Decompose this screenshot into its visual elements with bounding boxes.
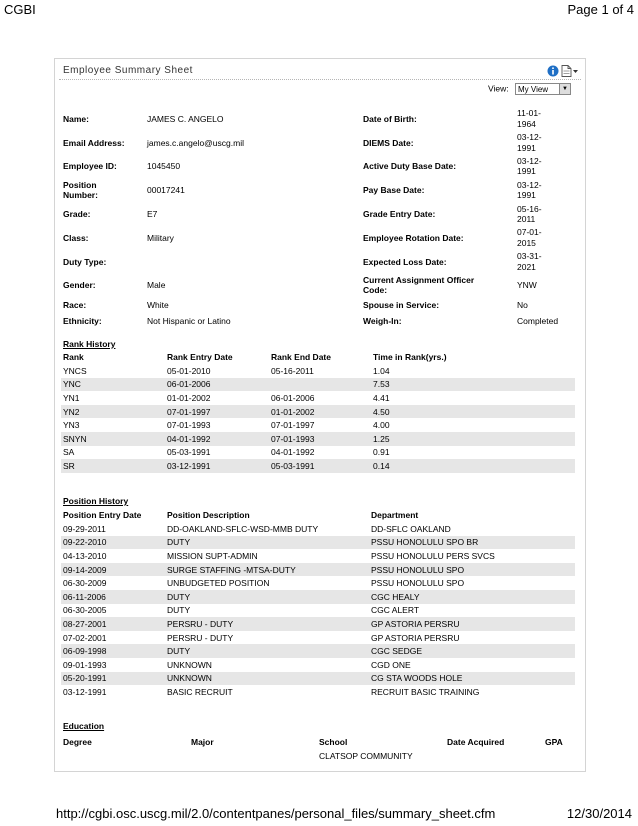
info-row [61,250,579,274]
field-value: JAMES C. ANGELO [147,113,224,124]
field-label: Grade: [63,209,91,220]
table-row [61,617,575,631]
dropdown-caret-icon[interactable] [573,70,578,73]
table-cell: PSSU HONOLULU SPO [371,578,465,589]
table-cell: DUTY [165,644,369,658]
table-cell [61,749,189,763]
field-value: 03-12- 1991 [517,132,542,153]
table-cell: 09-22-2010 [61,536,165,550]
table-cell: PSSU HONOLULU SPO [369,563,575,577]
footer-date: 12/30/2014 [566,806,632,821]
table-row [61,418,575,432]
field-label: Class: [63,232,89,243]
table-row [61,549,575,563]
field-label: Position Number: [63,180,98,201]
column-header: Rank [63,352,84,362]
field-value: 00017241 [147,185,185,196]
field-value: White [147,300,169,311]
info-row [61,107,579,131]
column-header: Rank Entry Date [167,352,233,362]
table-cell: 05-20-1991 [61,672,165,686]
info-row [61,131,579,155]
table-row [61,391,575,405]
table-row [61,446,575,460]
table-cell: 05-01-2010 [167,365,211,376]
field-label: Weigh-In: [363,316,402,327]
column-header: Rank End Date [271,352,331,362]
table-cell: CLATSOP COMMUNITY [319,750,413,761]
footer-url[interactable]: http://cgbi.osc.uscg.mil/2.0/contentpanes/personal_files/summary_sheet.cfm [56,806,496,821]
table-cell: 07-01-1997 [271,420,315,431]
table-cell: 07-01-1993 [167,420,211,431]
table-cell: CG STA WOODS HOLE [369,672,575,686]
info-row [61,226,579,250]
table-cell: UNKNOWN [165,672,369,686]
table-cell: GP ASTORIA PERSRU [369,617,575,631]
column-header: GPA [545,737,563,747]
table-row [61,432,575,446]
table-cell: BASIC RECRUIT [167,686,233,697]
rank-history-title: Rank History [63,339,116,349]
table-cell: PSSU HONOLULU SPO BR [369,536,575,550]
table-cell: 07-01-1997 [165,405,269,419]
field-label: Duty Type: [63,256,107,267]
table-row [61,364,575,378]
table-row [61,672,575,686]
table-cell: CGC ALERT [371,605,420,616]
table-cell: DD-SFLC OAKLAND [371,523,451,534]
field-label: Race: [63,300,87,311]
field-label: Email Address: [63,137,125,148]
table-cell: 09-29-2011 [63,523,106,534]
table-cell: SR [61,459,165,473]
info-row [61,297,579,313]
field-value: 03-12- 1991 [517,179,542,201]
table-cell: 04-13-2010 [63,550,107,561]
field-value: 11-01- 1964 [517,108,541,129]
table-cell [189,749,317,763]
table-cell: UNBUDGETED POSITION [167,578,270,589]
info-row [61,155,579,179]
table-row [61,563,575,577]
table-cell: SNYN [61,432,165,446]
page-number: Page 1 of 4 [567,2,634,17]
table-cell: YNCS [63,365,87,376]
table-cell: 05-03-1991 [269,459,371,473]
info-row [61,202,579,226]
table-cell: UNKNOWN [167,659,212,670]
table-cell: SA [63,447,75,458]
field-label: Expected Loss Date: [363,256,447,267]
table-cell: 06-30-2005 [63,605,107,616]
field-value: Military [147,232,174,243]
field-value [145,250,361,274]
field-label: DIEMS Date: [363,137,414,148]
education-title: Education [63,721,105,731]
field-label: Pay Base Date: [363,185,425,196]
table-row [61,631,575,645]
position-history-table [61,508,575,699]
column-header: Date Acquired [447,737,505,747]
field-value: 05-16- 2011 [517,203,542,225]
table-row [61,604,575,618]
table-cell: 4.00 [373,420,390,431]
table-cell: PERSRU - DUTY [165,617,369,631]
field-label: Gender: [63,280,96,291]
table-cell: 06-09-1998 [61,644,165,658]
position-history-title: Position History [63,496,129,506]
table-row [61,749,575,763]
table-cell: DUTY [165,536,369,550]
table-cell: GP ASTORIA PERSRU [371,632,460,643]
table-cell: MISSION SUPT-ADMIN [167,550,258,561]
table-row [61,405,575,419]
table-cell: 0.14 [371,459,575,473]
field-value: Not Hispanic or Latino [147,316,231,327]
table-cell: 08-27-2001 [61,617,165,631]
field-label: Spouse in Service: [363,300,440,311]
view-label: View: [487,83,509,94]
table-cell: DUTY [167,605,191,616]
table-cell: 06-01-2006 [165,378,269,392]
view-select-value: My View [518,85,549,94]
column-header: Department [371,510,419,520]
table-row [61,658,575,672]
info-icon[interactable] [548,66,559,77]
table-row [61,459,575,473]
column-header: School [319,737,348,747]
field-value: 07-01- 2015 [517,227,542,248]
panel-title: Employee Summary Sheet [63,65,193,76]
table-row [61,590,575,604]
table-cell: 06-30-2009 [63,578,107,589]
field-label: Employee Rotation Date: [363,232,464,243]
field-value: Completed [517,316,559,327]
table-cell: CGC SEDGE [369,644,575,658]
table-cell: YNC [61,378,165,392]
rank-history-table [61,350,575,473]
column-header: Time in Rank(yrs.) [373,352,447,362]
table-cell: DUTY [165,590,369,604]
education-table [61,735,575,763]
info-row [61,274,579,298]
table-cell: DD-OAKLAND-SFLC-WSD-MMB DUTY [167,523,319,534]
info-row [61,313,579,329]
table-cell: 07-01-1993 [269,432,371,446]
table-row [61,522,575,536]
summary-panel [54,58,586,772]
table-row [61,536,575,550]
field-label: Active Duty Base Date: [363,161,457,172]
table-cell: RECRUIT BASIC TRAINING [371,686,480,697]
table-cell: 05-16-2011 [271,365,314,376]
table-row [61,576,575,590]
field-label: Ethnicity: [63,316,102,327]
field-value: E7 [147,209,158,220]
table-cell: 07-02-2001 [63,632,107,643]
title-divider [59,79,581,80]
view-select[interactable] [515,83,571,95]
column-header: Major [191,737,214,747]
table-cell: PSSU HONOLULU PERS SVCS [371,550,495,561]
table-cell: 4.50 [371,405,575,419]
field-value: YNW [517,280,537,291]
table-cell: 05-03-1991 [167,447,211,458]
table-cell [543,749,575,763]
table-row [61,685,575,699]
table-cell: 01-01-2002 [269,405,371,419]
table-cell: CGC HEALY [369,590,575,604]
table-cell: 09-01-1993 [63,659,107,670]
table-cell: YN3 [63,420,80,431]
table-cell: 06-11-2006 [61,590,165,604]
field-label: Current Assignment Officer Code: [363,275,475,296]
field-value: No [517,300,528,311]
column-header: Position Entry Date [63,510,142,520]
table-cell: CGD ONE [371,659,411,670]
table-cell [445,749,543,763]
table-cell: 1.25 [371,432,575,446]
field-label: Name: [63,113,89,124]
column-header: Degree [63,737,92,747]
field-value: 1045450 [147,161,181,172]
table-cell: 1.04 [373,365,390,376]
table-cell: 03-12-1991 [165,459,269,473]
field-label: Grade Entry Date: [363,209,436,220]
table-cell: 01-01-2002 [167,392,211,403]
view-selector [488,83,571,95]
table-cell: 0.91 [373,447,390,458]
select-arrow-icon[interactable]: ▼ [559,84,570,94]
table-cell: 09-14-2009 [61,563,165,577]
document-icon[interactable] [562,66,571,77]
field-label: Date of Birth: [363,113,417,124]
app-name: CGBI [4,2,36,17]
table-cell: 4.41 [373,392,390,403]
column-header: Position Description [167,510,250,520]
table-row [61,644,575,658]
table-cell: 04-01-1992 [271,447,315,458]
table-cell [269,378,371,392]
table-row [61,378,575,392]
field-value: 03-12- 1991 [517,155,542,177]
info-row [61,178,579,202]
table-cell: YN1 [63,392,80,403]
table-cell: YN2 [61,405,165,419]
table-cell: 7.53 [371,378,575,392]
table-cell: SURGE STAFFING -MTSA-DUTY [165,563,369,577]
table-cell: 03-12-1991 [63,686,107,697]
field-value: Male [147,280,166,291]
employee-info-table [61,107,579,329]
table-cell: 04-01-1992 [165,432,269,446]
field-value: 03-31- 2021 [517,251,542,272]
table-cell: 06-01-2006 [271,392,315,403]
table-cell: PERSRU - DUTY [167,632,234,643]
field-label: Employee ID: [63,161,117,172]
field-value: james.c.angelo@uscg.mil [147,137,244,148]
